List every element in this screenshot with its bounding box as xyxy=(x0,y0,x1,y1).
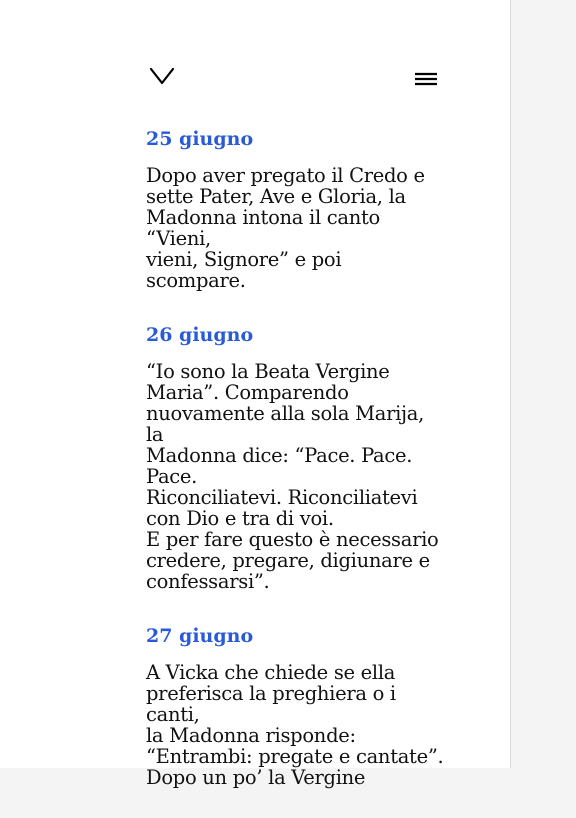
entry-27-giugno xyxy=(146,622,446,788)
hamburger-menu-icon[interactable] xyxy=(412,68,440,92)
entry-25-giugno xyxy=(146,125,446,291)
entry-26-giugno xyxy=(146,321,446,592)
chevron-down-icon[interactable] xyxy=(146,64,178,90)
entry-date: 27 giugno xyxy=(146,625,254,647)
entry-text: Dopo aver pregato il Credo e sette Pater, Ave e Gloria, la Madonna intona il canto “Vieni, vieni, Signore” e poi scompare. xyxy=(146,164,425,292)
entry-text: A Vicka che chiede se ella preferisca la preghiera o i canti, la Madonna risponde: “Entrambi: pregate e cantate”. Dopo un po’ la Vergine xyxy=(146,661,444,789)
entry-date: 25 giugno xyxy=(146,128,254,150)
top-bar xyxy=(0,0,510,110)
entry-date: 26 giugno xyxy=(146,324,254,346)
entry-text: “Io sono la Beata Vergine Maria”. Comparendo nuovamente alla sola Marija, la Madonna dice: “Pace. Pace. Pace. Riconciliatevi. Riconciliatevi con Dio e tra di voi. E per fare questo è necessario credere, pregare, digiunare e confessarsi”. xyxy=(146,360,439,593)
diary-content xyxy=(146,125,446,818)
